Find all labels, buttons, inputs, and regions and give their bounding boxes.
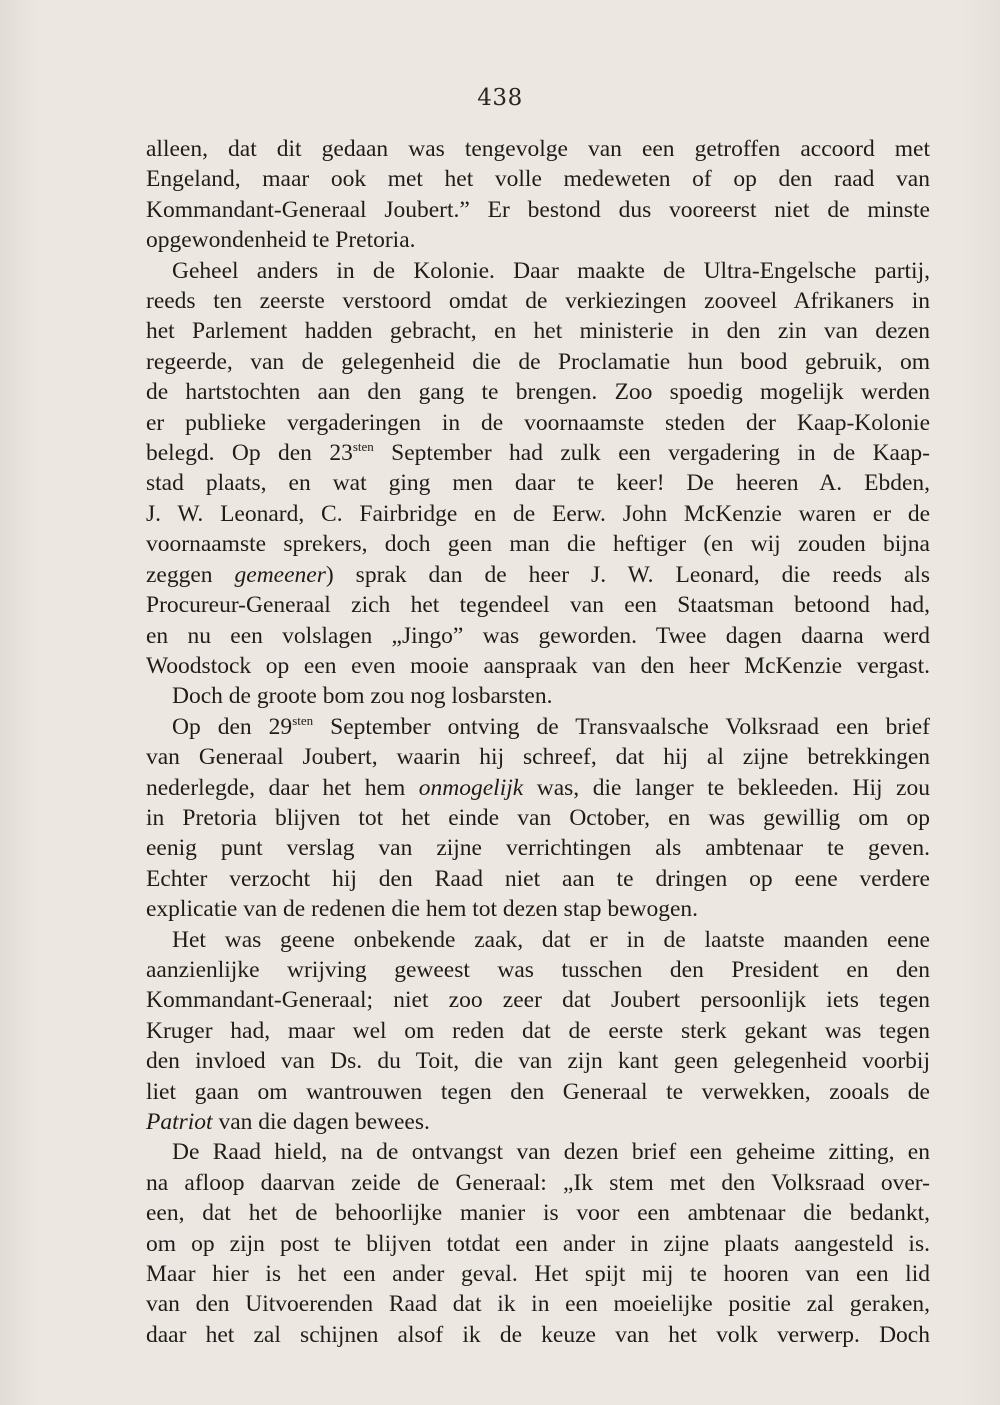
text-line: de hartstochten aan den gang te brengen. Zoo spoedig mogelijk werden bbox=[146, 379, 930, 406]
superscript: sten bbox=[352, 439, 374, 455]
text-line: den invloed van Ds. du Toit, die van zijn kant geen gelegenheid voorbij bbox=[146, 1048, 930, 1075]
text-line: Patriot van die dagen bewees. bbox=[146, 1109, 430, 1135]
text-line: belegd. Op den $23^{sten}$ September had zulk een vergadering in de Kaap- bbox=[146, 439, 930, 467]
text-line: Engeland, maar ook met het volle medeweten of op den raad van bbox=[146, 166, 930, 193]
text-line: Het was geene onbekende zaak, dat er in de laatste maanden eene bbox=[172, 926, 930, 953]
body-text bbox=[146, 134, 930, 1350]
text-line: Kommandant-Generaal; niet zoo zeer dat Joubert persoonlijk iets tegen bbox=[146, 987, 930, 1014]
page-number: 438 bbox=[477, 85, 523, 111]
text-line: reeds ten zeerste verstoord omdat de verkiezingen zooveel Afrikaners in bbox=[146, 288, 930, 315]
text-line: Geheel anders in de Kolonie. Daar maakte de Ultra-Engelsche partij, bbox=[172, 257, 930, 284]
text-line: opgewondenheid te Pretoria. bbox=[146, 227, 416, 254]
text-line: voornaamste sprekers, doch geen man die heftiger (en wij zouden bijna bbox=[146, 531, 930, 558]
text-line: en nu een volslagen „Jingo” was geworden. Twee dagen daarna werd bbox=[146, 622, 930, 649]
text-line: alleen, dat dit gedaan was tengevolge van een getroffen accoord met bbox=[146, 136, 930, 162]
text-line: een, dat het de behoorlijke manier is voor een ambtenaar die bedankt, bbox=[146, 1200, 930, 1227]
text-line: Maar hier is het een ander geval. Het spijt mij te hooren van een lid bbox=[146, 1261, 930, 1288]
text-line: Doch de groote bom zou nog losbarsten. bbox=[172, 683, 553, 710]
text-line: Echter verzocht hij den Raad niet aan te dringen op eene verdere bbox=[146, 865, 930, 892]
text-line: van den Uitvoerenden Raad dat ik in een moeielijke positie zal geraken, bbox=[146, 1291, 930, 1318]
text-line: eenig punt verslag van zijne verrichtingen als ambtenaar te geven. bbox=[146, 835, 930, 862]
italic-word: onmogelijk bbox=[418, 774, 524, 801]
text-line: zeggen gemeener) sprak dan de heer J. W. Leonard, die reeds als bbox=[146, 561, 930, 588]
text-line: Woodstock op een even mooie aanspraak van den heer McKenzie vergast. bbox=[146, 652, 930, 679]
text-line: Kruger had, maar wel om reden dat de eerste sterk gekant was tegen bbox=[146, 1017, 930, 1044]
text-line: De Raad hield, na de ontvangst van dezen brief een geheime zitting, en bbox=[172, 1139, 930, 1166]
text-line: daar het zal schijnen alsof ik de keuze van het volk verwerp. Doch bbox=[146, 1321, 930, 1348]
text-line: Op den $29^{sten}$ September ontving de Transvaalsche Volksraad een brief bbox=[172, 712, 930, 740]
text-line: Procureur-Generaal zich het tegendeel van een Staatsman betoond had, bbox=[146, 592, 930, 619]
italic-word: gemeener bbox=[234, 561, 326, 588]
text-line: er publieke vergaderingen in de voornaamste steden der Kaap-Kolonie bbox=[146, 409, 930, 436]
text-line: Kommandant-Generaal Joubert.” Er bestond dus vooreerst niet de minste bbox=[146, 196, 930, 223]
text-line: van Generaal Joubert, waarin hij schreef, dat hij al zijne betrekkingen bbox=[146, 744, 930, 771]
text-line: om op zijn post te blijven totdat een ander in zijne plaats aangesteld is. bbox=[146, 1230, 930, 1257]
text-line: stad plaats, en wat ging men daar te keer! De heeren A. Ebden, bbox=[146, 470, 930, 497]
text-line: nederlegde, daar het hem onmogelijk was, die langer te bekleeden. Hij zou bbox=[146, 774, 930, 801]
text-line: J. W. Leonard, C. Fairbridge en de Eerw. John McKenzie waren er de bbox=[146, 500, 930, 527]
text-line: explicatie van de redenen die hem tot dezen stap bewogen. bbox=[146, 896, 699, 923]
text-line: aanzienlijke wrijving geweest was tusschen den President en den bbox=[146, 956, 930, 983]
text-line: het Parlement hadden gebracht, en het ministerie in den zin van dezen bbox=[146, 318, 930, 345]
text-line: liet gaan om wantrouwen tegen den Generaal te verwekken, zooals de bbox=[146, 1078, 930, 1105]
text-line: na afloop daarvan zeide de Generaal: „Ik stem met den Volksraad over- bbox=[146, 1169, 930, 1196]
text-line: regeerde, van de gelegenheid die de Proclamatie hun bood gebruik, om bbox=[146, 348, 930, 375]
text-line: in Pretoria blijven tot het einde van October, en was gewillig om op bbox=[146, 804, 930, 831]
superscript: sten bbox=[292, 712, 314, 728]
italic-word: Patriot bbox=[146, 1109, 213, 1135]
